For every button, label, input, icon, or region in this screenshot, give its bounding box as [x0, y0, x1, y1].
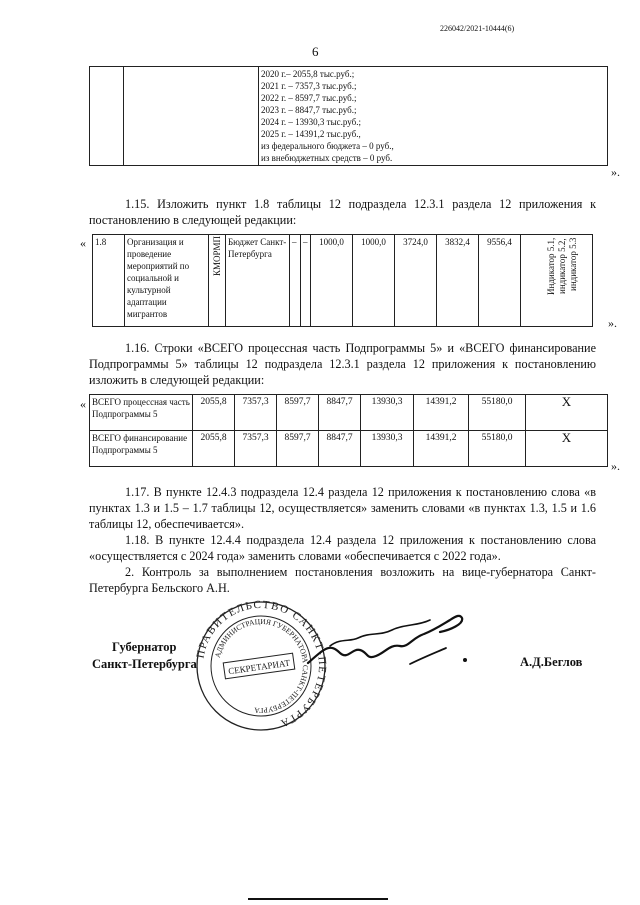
item-number: 1.8 [93, 235, 125, 327]
close-quote: ». [608, 316, 617, 330]
total-value: 7357,3 [235, 395, 277, 431]
table-totals [89, 394, 608, 467]
signer-title-line-2: Санкт-Петербурга [92, 657, 197, 671]
open-quote: « [80, 397, 86, 411]
total-value: 13930,3 [361, 431, 414, 467]
item-value: 1000,0 [353, 235, 395, 327]
item-executor: КМОРМП [212, 236, 222, 277]
table-cell [90, 67, 124, 166]
total-value: 55180,0 [469, 431, 526, 467]
paragraph-1-17: 1.17. В пункте 12.4.3 подраздела 12.4 раздела 12 приложения к постановлению слова «в пунктах 1.3 и 1.5 – 1.7 таблицы 12, осуществляется» заменить словами «в пунктах 1.3, 1.5 и 1.6 таблицы 12, обеспечивается». [89, 485, 596, 531]
signer-title-line-1: Губернатор [112, 640, 177, 654]
seal-inner-text: АДМИНИСТРАЦИЯ ГУБЕРНАТОРА САНКТ-ПЕТЕРБУРГА [212, 616, 311, 716]
paragraph-2: 2. Контроль за выполнением постановления возложить на вице-губернатора Санкт-Петербурга Бельского А.Н. [89, 565, 596, 595]
total-value: 8597,7 [277, 431, 319, 467]
open-quote: « [80, 236, 86, 250]
total-x: Х [526, 395, 608, 431]
close-quote: ». [611, 165, 620, 179]
funding-line: 2024 г. – 13930,3 тыс.руб.; [261, 117, 361, 127]
total-value: 55180,0 [469, 395, 526, 431]
total-value: 8847,7 [319, 395, 361, 431]
seal-outer-text: ПРАВИТЕЛЬСТВО САНКТ-ПЕТЕРБУРГА [194, 600, 329, 730]
total-value: 8597,7 [277, 395, 319, 431]
item-dash-2: – [301, 235, 311, 327]
total-x: Х [526, 431, 608, 467]
total-value: 7357,3 [235, 431, 277, 467]
close-quote: ». [611, 459, 620, 473]
seal-center-text: СЕКРЕТАРИАТ [227, 657, 291, 677]
total-label: ВСЕГО процессная часть Подпрограммы 5 [90, 395, 193, 431]
funding-line: из внебюджетных средств – 0 руб. [261, 153, 393, 163]
handwritten-signature [300, 608, 470, 678]
paragraph-1-16: 1.16. Строки «ВСЕГО процессная часть Подпрограммы 5» и «ВСЕГО финансирование Подпрограммы 5» таблицы 12 подраздела 12.3.1 раздела 12 приложения к постановлению изложить в следующей редакции: [89, 341, 596, 387]
item-name: Организация и проведение мероприятий по социальной и культурной адаптации мигрантов [125, 235, 209, 327]
table-funding-fragment [89, 66, 608, 166]
signature-mark [463, 658, 467, 662]
table-row [90, 431, 608, 467]
funding-line: 2025 г. – 14391,2 тыс.руб., [261, 129, 361, 139]
total-value: 2055,8 [193, 431, 235, 467]
paragraph-1-18: 1.18. В пункте 12.4.4 подраздела 12.4 раздела 12 приложения к постановлению слова «осуществляется с 2024 года» заменить словами «обеспечивается с 2022 года». [89, 533, 596, 563]
item-executor-cell [209, 235, 226, 327]
total-value: 14391,2 [414, 395, 469, 431]
table-cell [124, 67, 259, 166]
funding-line: 2023 г. – 8847,7 тыс.руб.; [261, 105, 357, 115]
total-value: 8847,7 [319, 431, 361, 467]
item-value: 9556,4 [479, 235, 521, 327]
total-label: ВСЕГО финансирование Подпрограммы 5 [90, 431, 193, 467]
total-value: 13930,3 [361, 395, 414, 431]
total-value: 2055,8 [193, 395, 235, 431]
item-value: 1000,0 [311, 235, 353, 327]
funding-line: из федерального бюджета – 0 руб., [261, 141, 394, 151]
funding-line: 2022 г. – 8597,7 тыс.руб.; [261, 93, 357, 103]
item-dash-1: – [290, 235, 301, 327]
item-value: 3832,4 [437, 235, 479, 327]
item-indicators: Индикатор 5.1, индикатор 5.2, индикатор 5.3 [546, 238, 578, 296]
funding-lines-cell [259, 67, 608, 166]
table-row [90, 67, 608, 166]
total-value: 14391,2 [414, 431, 469, 467]
table-row [90, 395, 608, 431]
signer-name: А.Д.Беглов [520, 655, 583, 669]
table-row [93, 235, 593, 327]
paragraph-1-15: 1.15. Изложить пункт 1.8 таблицы 12 подраздела 12.3.1 раздела 12 приложения к постановлению в следующей редакции: [89, 197, 596, 227]
page-number: 6 [312, 44, 319, 59]
table-item-1-8 [92, 234, 593, 327]
funding-line: 2020 г.– 2055,8 тыс.руб.; [261, 69, 355, 79]
item-indicators-cell [521, 235, 593, 327]
item-value: 3724,0 [395, 235, 437, 327]
item-source: Бюджет Санкт-Петербурга [226, 235, 290, 327]
funding-line: 2021 г. – 7357,3 тыс.руб.; [261, 81, 357, 91]
document-number: 226042/2021-10444(6) [440, 24, 515, 33]
bottom-rule [248, 898, 388, 900]
